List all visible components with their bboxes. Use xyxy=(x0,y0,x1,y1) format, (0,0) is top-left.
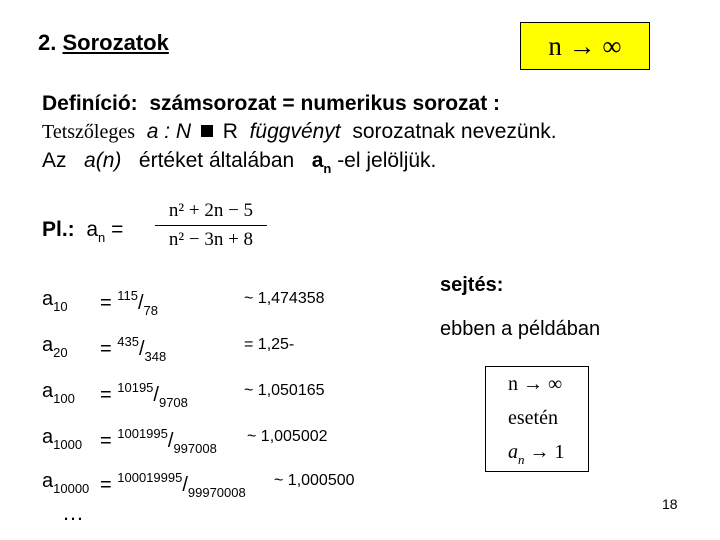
term-row xyxy=(42,470,355,500)
term-value xyxy=(100,380,188,410)
limit-box: n → ∞ xyxy=(520,22,650,70)
term-approx: ~ 1,050165 xyxy=(244,382,325,399)
example-an xyxy=(86,218,106,245)
formula-numerator: n² + 2n − 5 xyxy=(155,200,267,226)
term-numerator: 115 xyxy=(117,288,138,303)
term-approx: ~ 1,000500 xyxy=(274,472,355,489)
definition-line xyxy=(42,92,500,116)
term-slash: / xyxy=(137,292,144,314)
box-eseten: esetén xyxy=(508,407,558,429)
term-denominator: 78 xyxy=(143,303,159,318)
term-approx: = 1,25- xyxy=(244,336,295,353)
term-numerator: 1001995 xyxy=(117,426,168,441)
a-of-n: a(n) xyxy=(84,149,122,172)
term-numerator: 10195 xyxy=(117,380,154,395)
term-row xyxy=(42,288,325,318)
term-equals: = xyxy=(100,338,112,360)
title-number: 2. xyxy=(38,30,57,55)
term-base: a xyxy=(42,426,54,448)
definition-line-2-rest: sorozatnak nevezünk. xyxy=(352,120,557,143)
box-limit: n → ∞ xyxy=(508,373,563,395)
term-index: 1000 xyxy=(53,437,83,452)
convergence-box xyxy=(485,366,589,472)
term-denominator: 348 xyxy=(144,349,167,364)
line3-mid: értéket általában xyxy=(138,149,295,172)
term-base: a xyxy=(42,288,54,310)
conjecture-label: sejtés: xyxy=(440,274,504,296)
term-index: 10000 xyxy=(53,481,90,496)
term-approx: ~ 1,005002 xyxy=(247,428,328,445)
formula-denominator: n² − 3n + 8 xyxy=(168,229,254,250)
ellipsis: … xyxy=(62,500,84,525)
example-equals: = xyxy=(111,218,124,241)
example-n-sub: n xyxy=(98,230,106,245)
term-base: a xyxy=(42,334,54,356)
page-number: 18 xyxy=(662,496,678,512)
term-base: a xyxy=(42,380,54,402)
term-equals: = xyxy=(100,430,112,452)
term-slash: / xyxy=(182,474,188,496)
term-index: 20 xyxy=(53,345,68,360)
example-label: Pl.: xyxy=(42,218,75,241)
formula-fraction xyxy=(155,200,267,251)
a-sub-n xyxy=(311,149,332,176)
tetszoleges-word: Tetszőleges xyxy=(42,121,136,143)
box-n-sub: n xyxy=(518,452,525,467)
term-equals: = xyxy=(100,474,112,496)
fuggvenyt-word: függvényt xyxy=(249,120,341,143)
definition-line-2 xyxy=(42,120,557,144)
definition-label: Definíció: xyxy=(42,92,138,115)
example-a: a xyxy=(86,218,99,241)
definition-text: számsorozat = numerikus sorozat : xyxy=(149,92,501,115)
term-slash: / xyxy=(138,338,145,360)
function-notation: a : N xyxy=(146,120,192,143)
term-value xyxy=(100,288,158,318)
term-approx: ~ 1,474358 xyxy=(244,290,325,307)
example-note: ebben a példában xyxy=(440,318,601,340)
title-text: Sorozatok xyxy=(62,30,169,55)
term-value xyxy=(100,470,246,500)
a-base: a xyxy=(311,149,324,172)
n-subscript: n xyxy=(323,161,332,176)
term-index: 100 xyxy=(53,391,75,406)
term-row xyxy=(42,426,328,456)
term-value xyxy=(100,426,217,456)
example-label-row xyxy=(42,218,123,245)
term-index: 10 xyxy=(53,299,68,314)
term-denominator: 9708 xyxy=(158,395,188,410)
black-square-icon xyxy=(201,125,213,137)
definition-line-3 xyxy=(42,148,452,176)
box-arrow-one: → 1 xyxy=(529,441,565,463)
line3-rest: -el jelöljük. xyxy=(337,149,437,172)
term-equals: = xyxy=(100,384,112,406)
slide-title xyxy=(38,30,169,56)
term-numerator: 100019995 xyxy=(117,470,183,485)
term-value xyxy=(100,334,166,364)
set-r: R xyxy=(222,120,238,143)
term-row xyxy=(42,380,325,410)
box-an-to-1 xyxy=(508,441,565,468)
term-equals: = xyxy=(100,292,112,314)
az-word: Az xyxy=(42,149,67,172)
term-denominator: 99970008 xyxy=(187,485,246,500)
box-a: a xyxy=(508,441,518,463)
term-denominator: 997008 xyxy=(173,441,217,456)
term-base: a xyxy=(42,470,54,492)
term-slash: / xyxy=(167,430,174,452)
term-slash: / xyxy=(153,384,159,406)
term-row xyxy=(42,334,295,364)
term-numerator: 435 xyxy=(117,334,139,349)
